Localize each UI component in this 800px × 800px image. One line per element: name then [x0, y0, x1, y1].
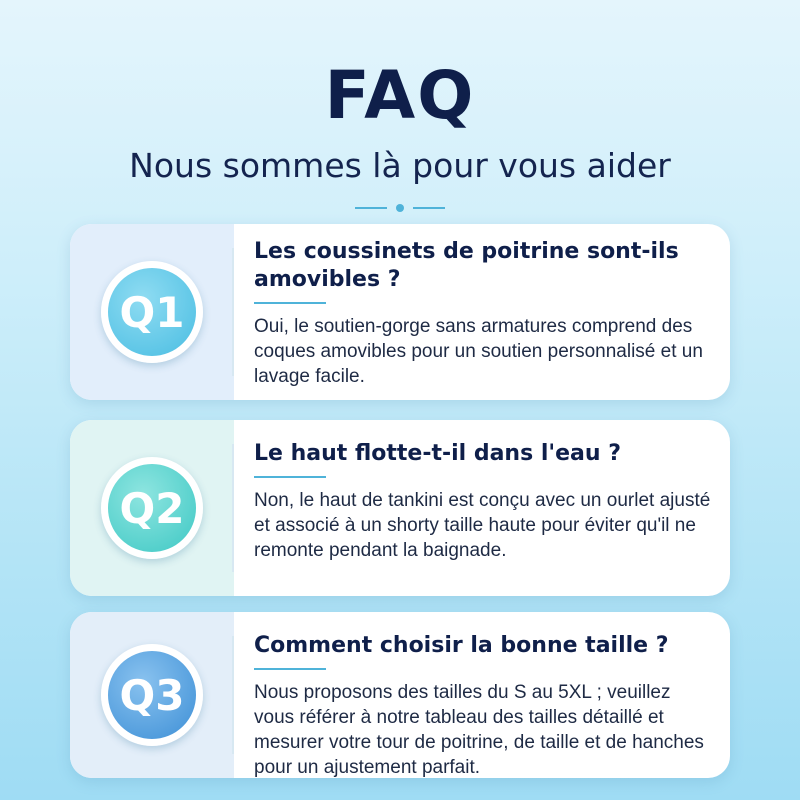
faq-card-3[interactable]: [70, 612, 730, 778]
faq-question-2: Le haut flotte-t-il dans l'eau ?: [254, 441, 621, 466]
faq-card-1-content: [234, 224, 730, 400]
question-underline: [254, 302, 326, 304]
page-subtitle: Nous sommes là pour vous aider: [129, 146, 671, 185]
faq-question-3: Comment choisir la bonne taille ?: [254, 633, 669, 658]
faq-card-2-content: [234, 420, 730, 596]
faq-card-3-content: [234, 612, 730, 778]
faq-card-2[interactable]: [70, 420, 730, 596]
faq-badge-q2: Q2: [101, 457, 203, 559]
page-title: FAQ: [324, 57, 476, 134]
faq-answer-2: Non, le haut de tankini est conçu avec un ourlet ajusté et associé à un shorty taille haute pour éviter qu'il ne remonte pendant la baignade.: [254, 490, 711, 561]
divider-line-right: [413, 207, 445, 209]
faq-question-1: Les coussinets de poitrine sont-ils amovibles ?: [254, 239, 679, 292]
faq-answer-3: Nous proposons des tailles du S au 5XL ; veuillez vous référer à notre tableau des tailles détaillé et mesurer votre tour de poitrine, de taille et de hanches pour un ajustement parfait.: [254, 682, 704, 778]
faq-card-1-badge-panel: [70, 224, 234, 400]
question-underline: [254, 476, 326, 478]
faq-card-1[interactable]: [70, 224, 730, 400]
faq-badge-q3: Q3: [101, 644, 203, 746]
faq-answer-1: Oui, le soutien-gorge sans armatures comprend des coques amovibles pour un soutien personnalisé et un lavage facile.: [254, 316, 703, 387]
question-underline: [254, 668, 326, 670]
card-separator: [232, 636, 234, 754]
faq-badge-q1: Q1: [101, 261, 203, 363]
faq-card-3-badge-panel: [70, 612, 234, 778]
faq-header: [0, 58, 800, 212]
card-separator: [232, 248, 234, 376]
card-separator: [232, 444, 234, 572]
divider-line-left: [355, 207, 387, 209]
divider-dot: [396, 204, 404, 212]
title-divider: [355, 204, 445, 212]
faq-card-2-badge-panel: [70, 420, 234, 596]
